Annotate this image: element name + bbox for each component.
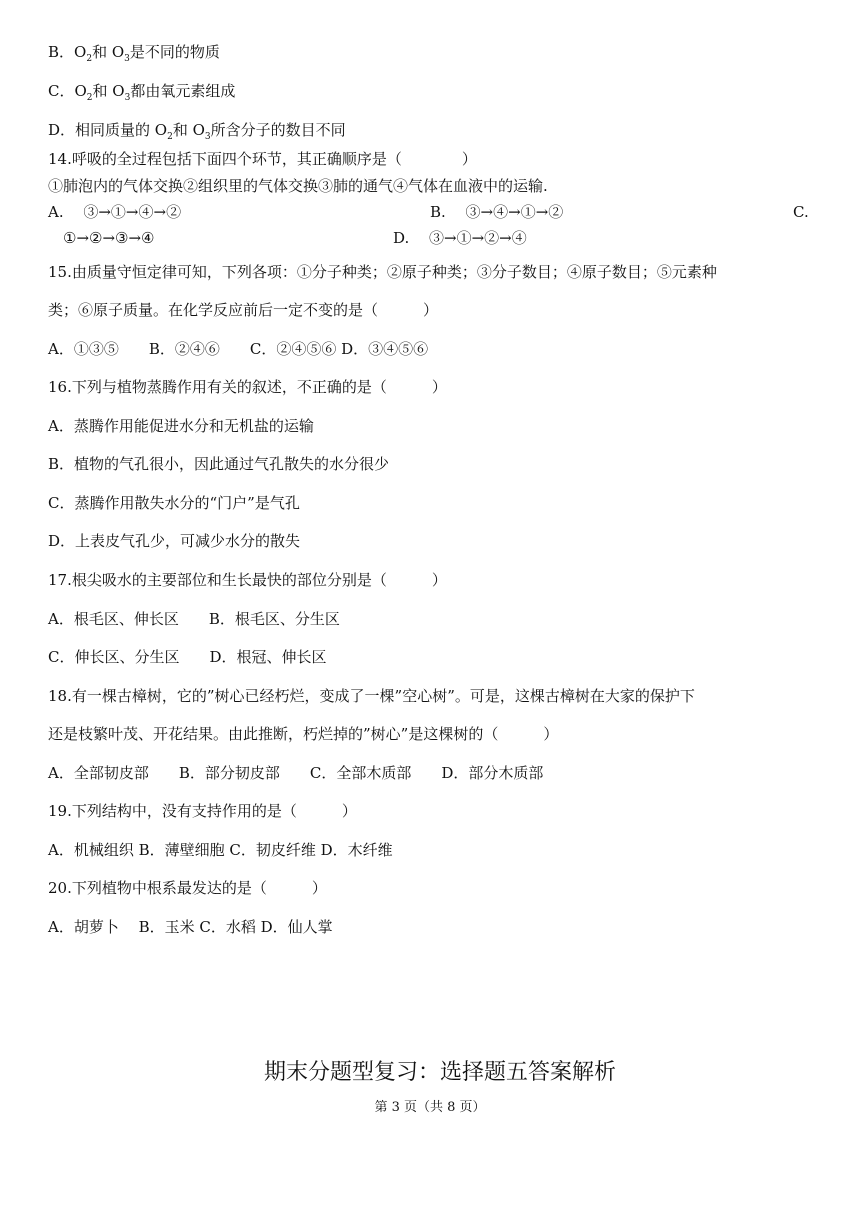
q14-option-b: B. ③→④→①→②: [430, 203, 564, 221]
q16-option-a: A．蒸腾作用能促进水分和无机盐的运输: [48, 417, 314, 435]
q18-options: A．全部韧皮部 B．部分韧皮部 C．全部木质部 D．部分木质部: [48, 764, 544, 782]
q17-options-cd: C．伸长区、分生区 D．根冠、伸长区: [48, 648, 327, 666]
q20-stem: 20.下列植物中根系最发达的是（ ）: [48, 879, 327, 897]
q18-stem-line2: 还是枝繁叶茂、开花结果。由此推断，朽烂掉的”树心”是这棵树的（ ）: [48, 725, 559, 743]
q14-option-d: D. ③→①→②→④: [393, 229, 527, 247]
q17-stem: 17.根尖吸水的主要部位和生长最快的部位分别是（ ）: [48, 571, 447, 589]
q15-stem-line2: 类；⑥原子质量。在化学反应前后一定不变的是（ ）: [48, 301, 439, 319]
q19-options: A．机械组织 B．薄壁细胞 C．韧皮纤维 D．木纤维: [48, 841, 393, 859]
q16-option-b: B．植物的气孔很小，因此通过气孔散失的水分很少: [48, 455, 390, 473]
q14-items: ①肺泡内的气体交换②组织里的气体交换③肺的通气④气体在血液中的运输.: [48, 177, 548, 195]
q14-option-c: ①→②→③→④: [63, 229, 155, 247]
q14-option-c-label: C.: [793, 203, 809, 221]
q16-stem: 16.下列与植物蒸腾作用有关的叙述，不正确的是（ ）: [48, 378, 447, 396]
q20-options: A．胡萝卜 B．玉米 C．水稻 D．仙人掌: [48, 918, 333, 936]
q17-options-ab: A．根毛区、伸长区 B．根毛区、分生区: [48, 610, 340, 628]
page-footer: 第 3 页（共 8 页）: [374, 1100, 486, 1115]
q15-options: A．①③⑤ B．②④⑥ C．②④⑤⑥ D．③④⑤⑥: [48, 340, 429, 358]
q14-stem: 14.呼吸的全过程包括下面四个环节，其正确顺序是（ ）: [48, 150, 477, 168]
q13-option-c: C．$O_2$和 $O_3$都由氧元素组成: [48, 82, 236, 103]
q18-stem-line1: 18.有一棵古樟树，它的”树心已经朽烂，变成了一棵”空心树”。可是，这棵古樟树在大家的保护下: [48, 687, 695, 705]
q14-option-a: A. ③→①→④→②: [48, 203, 182, 221]
q16-option-c: C．蒸腾作用散失水分的“门户”是气孔: [48, 494, 300, 512]
section-heading: 期末分题型复习：选择题五答案解析: [263, 1060, 616, 1085]
q13-option-b: B．$O_2$和 $O_3$是不同的物质: [48, 43, 220, 64]
q13-option-d: D．相同质量的 $O_2$和 $O_3$所含分子的数目不同: [48, 121, 346, 142]
q16-option-d: D．上表皮气孔少，可减少水分的散失: [48, 532, 301, 550]
q19-stem: 19.下列结构中，没有支持作用的是（ ）: [48, 802, 357, 820]
q15-stem-line1: 15.由质量守恒定律可知，下列各项：①分子种类；②原子种类；③分子数目；④原子数目；⑤元素种: [48, 263, 717, 281]
